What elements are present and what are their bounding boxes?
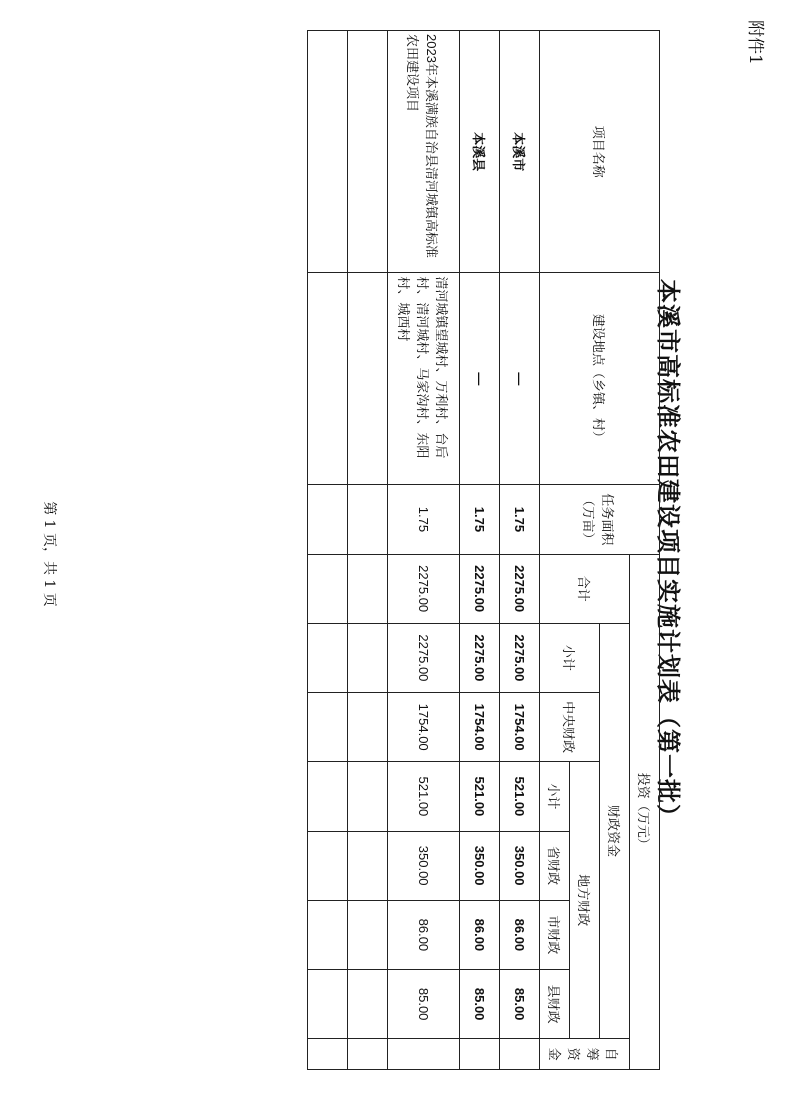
header-local-subtotal: 小计 <box>540 762 570 831</box>
cell-total: 2275.00 <box>388 554 460 623</box>
cell-total: 2275.00 <box>500 554 540 623</box>
cell-fiscal-subtotal: 2275.00 <box>388 623 460 692</box>
plan-table <box>307 30 660 1070</box>
cell-fiscal-subtotal: 2275.00 <box>460 623 500 692</box>
empty-cell <box>348 623 388 692</box>
table-row <box>500 31 540 1070</box>
empty-cell <box>348 831 388 900</box>
cell-province: 350.00 <box>500 831 540 900</box>
header-self-raised: 自筹资金 <box>540 1039 630 1070</box>
cell-name: 本溪市 <box>500 31 540 273</box>
empty-cell <box>348 1039 388 1070</box>
header-central: 中央财政 <box>540 693 600 762</box>
empty-cell <box>308 900 348 969</box>
cell-county: 85.00 <box>388 970 460 1039</box>
cell-local-subtotal: 521.00 <box>460 762 500 831</box>
cell-self-raised <box>460 1039 500 1070</box>
empty-cell <box>308 485 348 554</box>
header-project-name: 项目名称 <box>540 31 660 273</box>
table-row-empty <box>348 31 388 1070</box>
header-city: 市财政 <box>540 900 570 969</box>
cell-self-raised <box>500 1039 540 1070</box>
cell-central: 1754.00 <box>460 693 500 762</box>
header-fiscal: 财政资金 <box>600 623 630 1039</box>
empty-cell <box>348 485 388 554</box>
cell-name: 本溪县 <box>460 31 500 273</box>
empty-cell <box>348 31 388 273</box>
cell-county: 85.00 <box>500 970 540 1039</box>
cell-name: 2023年本溪满族自治县清河城镇高标准农田建设项目 <box>388 31 460 273</box>
cell-central: 1754.00 <box>388 693 460 762</box>
empty-cell <box>308 554 348 623</box>
header-local: 地方财政 <box>570 762 600 1039</box>
empty-cell <box>308 970 348 1039</box>
cell-local-subtotal: 521.00 <box>500 762 540 831</box>
cell-location: — <box>500 273 540 485</box>
empty-cell <box>348 900 388 969</box>
attachment-label: 附件1 <box>745 20 765 65</box>
empty-cell <box>308 623 348 692</box>
cell-fiscal-subtotal: 2275.00 <box>500 623 540 692</box>
cell-total: 2275.00 <box>460 554 500 623</box>
empty-cell <box>308 693 348 762</box>
header-county: 县财政 <box>540 970 570 1039</box>
table-row-empty <box>308 31 348 1070</box>
empty-cell <box>308 273 348 485</box>
empty-cell <box>348 273 388 485</box>
empty-cell <box>348 762 388 831</box>
page-title: 本溪市高标准农田建设项目实施计划表（第一批） <box>654 279 683 829</box>
header-location: 建设地点（乡镇、村） <box>540 273 660 485</box>
empty-cell <box>348 554 388 623</box>
page-footer: 第 1 页，共 1 页 <box>41 501 57 607</box>
cell-self-raised <box>388 1039 460 1070</box>
cell-city: 86.00 <box>500 900 540 969</box>
table-row <box>460 31 500 1070</box>
header-investment: 投资（万元） <box>630 554 660 1069</box>
cell-location: — <box>460 273 500 485</box>
cell-area: 1.75 <box>388 485 460 554</box>
empty-cell <box>348 693 388 762</box>
cell-province: 350.00 <box>460 831 500 900</box>
cell-central: 1754.00 <box>500 693 540 762</box>
empty-cell <box>308 831 348 900</box>
cell-area: 1.75 <box>460 485 500 554</box>
cell-local-subtotal: 521.00 <box>388 762 460 831</box>
cell-county: 85.00 <box>460 970 500 1039</box>
cell-city: 86.00 <box>388 900 460 969</box>
empty-cell <box>308 31 348 273</box>
cell-city: 86.00 <box>460 900 500 969</box>
table-row <box>388 31 460 1070</box>
header-total: 合计 <box>540 554 630 623</box>
header-area: 任务面积（万亩） <box>540 485 660 554</box>
empty-cell <box>308 1039 348 1070</box>
cell-location: 清河城镇望城村、万利村、台后村、清河城村、马家沟村、东阳村、城西村 <box>388 273 460 485</box>
cell-province: 350.00 <box>388 831 460 900</box>
empty-cell <box>348 970 388 1039</box>
header-province: 省财政 <box>540 831 570 900</box>
header-fiscal-subtotal: 小计 <box>540 623 600 692</box>
cell-area: 1.75 <box>500 485 540 554</box>
empty-cell <box>308 762 348 831</box>
